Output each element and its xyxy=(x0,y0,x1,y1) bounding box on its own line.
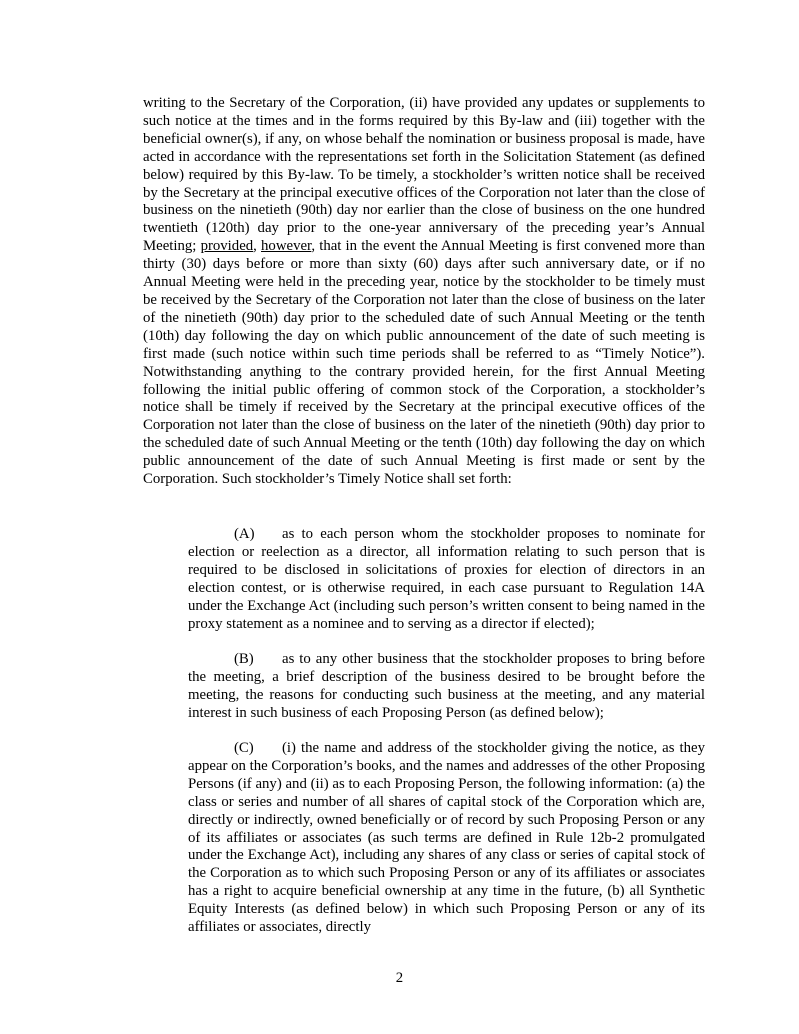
intro-comma: , xyxy=(253,238,262,255)
clause-c-text: (i) the name and address of the stockholder giving the notice, as they appear on the Corporation’s books, and the names and addresses of the other Proposing Persons (if any) and (ii) as to each Proposing Person, the following information: (a) the class or series and number of all shares of capital stock of the Corporation which are, directly or indirectly, owned beneficially or of record by such Proposing Person or any of its affiliates or associates (as such terms are defined in Rule 12b-2 promulgated under the Exchange Act), including any shares of any class or series of capital stock of the Corporation as to which such Proposing Person or any of its affiliates or associates has a right to acquire beneficial ownership at any time in the future, (b) all Synthetic Equity Interests (as defined below) in which such Proposing Person or any of its affiliates or associates, directly xyxy=(188,740,705,936)
intro-text-part1: writing to the Secretary of the Corporation, (ii) have provided any updates or supplements to such notice at the times and in the forms required by this By-law and (iii) together with the beneficial owner(s), if any, on whose behalf the nomination or business proposal is made, have acted in accordance with the representations set forth in the Solicitation Statement (as defined below) required by this By-law. To be timely, a stockholder’s written notice shall be received by the Secretary at the principal executive offices of the Corporation not later than the close of business on the ninetieth (90th) day nor earlier than the close of business on the one hundred twentieth (120th) day prior to the one-year anniversary of the preceding year’s Annual Meeting; xyxy=(143,95,705,255)
clause-a xyxy=(188,526,705,633)
clause-c-label: (C) xyxy=(234,740,254,756)
clause-a-label: (A) xyxy=(234,526,255,542)
clause-b-label: (B) xyxy=(234,651,254,667)
however-term: however xyxy=(261,238,312,255)
intro-paragraph xyxy=(143,95,705,489)
provided-term: provided xyxy=(200,238,254,255)
intro-text-part2: , that in the event the Annual Meeting is first convened more than thirty (30) days before or more than sixty (60) days after such anniversary date, or if no Annual Meeting were held in the preceding year, notice by the stockholder to be timely must be received by the Secretary of the Corporation not later than the close of business on the later of the ninetieth (90th) day prior to the scheduled date of such Annual Meeting or the tenth (10th) day following the day on which public announcement of the date of such meeting is first made (such notice within such time periods shall be referred to as “Timely Notice”). Notwithstanding anything to the contrary provided herein, for the first Annual Meeting following the initial public offering of common stock of the Corporation, a stockholder’s notice shall be timely if received by the Secretary at the principal executive offices of the Corporation not later than the close of business on the later of the ninetieth (90th) day prior to the scheduled date of such Annual Meeting or the tenth (10th) day following the day on which public announcement of the date of such Annual Meeting is first made or sent by the Corporation. Such stockholder’s Timely Notice shall set forth: xyxy=(143,238,705,488)
clause-c xyxy=(188,740,705,937)
clause-b-text: as to any other business that the stockholder proposes to bring before the meeting, a brief description of the business desired to be brought before the meeting, the reasons for conducting such business at the meeting, and any material interest in such business of each Proposing Person (as defined below); xyxy=(188,651,705,721)
page-number: 2 xyxy=(395,970,404,986)
clause-b xyxy=(188,651,705,723)
clause-a-text: as to each person whom the stockholder proposes to nominate for election or reelection as a director, all information relating to such person that is required to be disclosed in solicitations of proxies for election of directors in an election contest, or is otherwise required, in each case pursuant to Regulation 14A under the Exchange Act (including such person’s written consent to being named in the proxy statement as a nominee and to serving as a director if elected); xyxy=(188,526,705,632)
